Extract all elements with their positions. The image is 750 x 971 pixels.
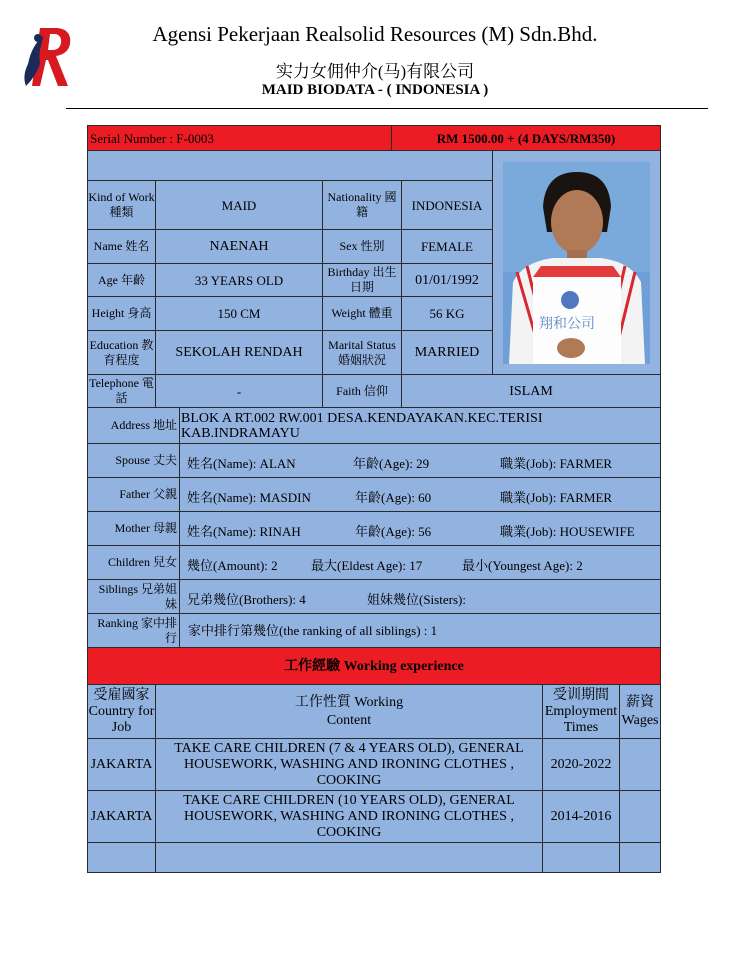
children-amount: 幾位(Amount): 2 [187, 558, 278, 573]
telephone-value: - [155, 374, 323, 408]
sex-value: FEMALE [401, 229, 493, 264]
marital-label: Marital Status 婚姻狀況 [322, 330, 402, 375]
weight-label: Weight 體重 [322, 296, 402, 331]
faith-value: ISLAM [401, 374, 661, 408]
children-eldest: 最大(Eldest Age): 17 [311, 558, 423, 573]
age-value: 33 YEARS OLD [155, 263, 323, 297]
exp-period: 2014-2016 [542, 790, 620, 843]
children-label: Children 兒女 [87, 545, 180, 580]
nationality-label: Nationality 國籍 [322, 180, 402, 230]
siblings-label: Siblings 兄弟姐妹 [87, 579, 180, 614]
height-value: 150 CM [155, 296, 323, 331]
ranking-value: 家中排行第幾位(the ranking of all siblings) : 1 [179, 613, 661, 648]
exp-country: JAKARTA [87, 790, 156, 843]
mother-name: 姓名(Name): RINAH [187, 524, 301, 539]
apron-text: 翔和公司 [539, 316, 595, 332]
education-value: SEKOLAH RENDAH [155, 330, 323, 375]
blank-strip [87, 150, 493, 181]
weight-value: 56 KG [401, 296, 493, 331]
address-label: Address 地址 [87, 407, 180, 444]
exp-wages [619, 790, 661, 843]
col-wages-header: 薪資 Wages [619, 684, 661, 739]
serial-number: Serial Number : F-0003 [87, 125, 392, 151]
height-label: Height 身高 [87, 296, 156, 331]
mother-label: Mother 母親 [87, 511, 180, 546]
exp-country: JAKARTA [87, 738, 156, 791]
education-label: Education 教育程度 [87, 330, 156, 375]
mother-job: 職業(Job): HOUSEWIFE [500, 524, 635, 539]
spouse-name: 姓名(Name): ALAN [187, 456, 296, 471]
col-content-label: 工作性質 Working Content [294, 694, 404, 728]
father-job: 職業(Job): FARMER [500, 490, 613, 505]
father-label: Father 父親 [87, 477, 180, 512]
col-period-header: 受训期間 Employment Times [542, 684, 620, 739]
father-name: 姓名(Name): MASDIN [187, 490, 311, 505]
company-name: Agensi Pekerjaan Realsolid Resources (M) Sdn.Bhd. [152, 22, 598, 46]
header-divider [66, 108, 708, 109]
nationality-value: INDONESIA [401, 180, 493, 230]
faith-label: Faith 信仰 [322, 374, 402, 408]
exp-content: TAKE CARE CHILDREN (7 & 4 YEARS OLD), GENERAL HOUSEWORK, WASHING AND IRONING CLOTHES , COOKING [155, 738, 543, 791]
exp-wages [619, 738, 661, 791]
exp-content [155, 842, 543, 873]
maid-photo [503, 162, 650, 364]
spouse-age: 年齡(Age): 29 [353, 456, 430, 471]
sex-label: Sex 性別 [322, 229, 402, 264]
marital-value: MARRIED [401, 330, 493, 375]
kind-value: MAID [155, 180, 323, 230]
mother-age: 年齡(Age): 56 [355, 524, 432, 539]
experience-title: 工作經驗 Working experience [87, 647, 661, 685]
exp-country [87, 842, 156, 873]
father-age: 年齡(Age): 60 [355, 490, 432, 505]
exp-period [542, 842, 620, 873]
document-title: MAID BIODATA - ( INDONESIA ) [261, 82, 489, 98]
name-value: NAENAH [155, 229, 323, 264]
children-youngest: 最小(Youngest Age): 2 [462, 558, 583, 573]
price: RM 1500.00 + (4 DAYS/RM350) [391, 125, 661, 151]
exp-period: 2020-2022 [542, 738, 620, 791]
birthday-value: 01/01/1992 [401, 263, 493, 297]
col-content-header [155, 684, 543, 739]
birthday-label: Birthday 出生日期 [322, 263, 402, 297]
spouse-job: 職業(Job): FARMER [500, 456, 613, 471]
name-label: Name 姓名 [87, 229, 156, 264]
age-label: Age 年齡 [87, 263, 156, 297]
exp-content: TAKE CARE CHILDREN (10 YEARS OLD), GENERAL HOUSEWORK, WASHING AND IRONING CLOTHES , COOKING [155, 790, 543, 843]
spouse-label: Spouse 丈夫 [87, 443, 180, 478]
company-name-cn: 实力女佣仲介(马)有限公司 [275, 62, 475, 81]
exp-wages [619, 842, 661, 873]
ranking-label: Ranking 家中排行 [87, 613, 180, 648]
col-country-header: 受雇國家 Country for Job [87, 684, 156, 739]
kind-label: Kind of Work 種類 [87, 180, 156, 230]
address-value: BLOK A RT.002 RW.001 DESA.KENDAYAKAN.KEC.TERISI KAB.INDRAMAYU [179, 407, 661, 444]
siblings-brothers: 兄弟幾位(Brothers): 4 [187, 592, 306, 607]
telephone-label: Telephone 電話 [87, 374, 156, 408]
siblings-sisters: 姐妹幾位(Sisters): [367, 592, 466, 607]
